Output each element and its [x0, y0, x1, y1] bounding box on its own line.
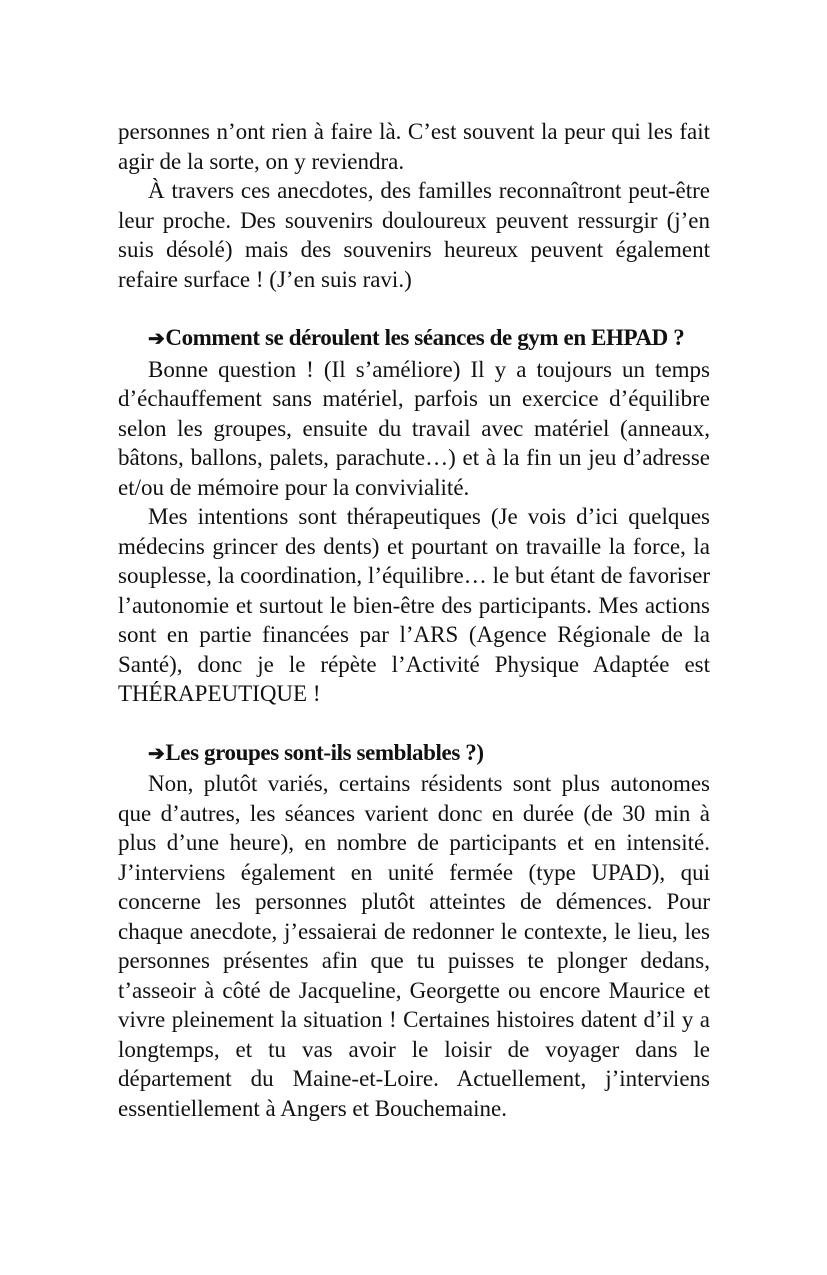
- arrow-right-icon: ➔: [148, 742, 165, 765]
- page-body: [118, 117, 710, 1123]
- arrow-right-icon: ➔: [148, 328, 165, 350]
- section-heading-text: Les groupes sont-ils semblables ?): [165, 739, 484, 765]
- section-heading: [118, 738, 710, 770]
- paragraph: Mes intentions sont thérapeutiques (Je vois d’ici quelques médecins grincer des dents) et pourtant on travaille la force, la souplesse, la coordination, l’équilibre… le but étant de favoriser l’autonomie et surtout le bien-être des participants. Mes actions sont en partie financées par l’ARS (Agence Régionale de la Santé), donc je le répète l’Activité Physique Adaptée est THÉRAPEUTIQUE !: [118, 504, 710, 706]
- paragraph: Bonne question ! (Il s’améliore) Il y a toujours un temps d’échauffement sans matériel, parfois un exercice d’équilibre selon les groupes, ensuite du travail avec matériel (anneaux, bâtons, ballons, palets, parachute…) et à la fin un jeu d’adresse et/ou de mémoire pour la convivialité.: [118, 356, 710, 500]
- paragraph: personnes n’ont rien à faire là. C’est souvent la peur qui les fait agir de la sorte, on y reviendra.: [118, 119, 710, 174]
- paragraph: À travers ces anecdotes, des familles reconnaîtront peut-être leur proche. Des souvenirs douloureux peuvent ressurgir (j’en suis désolé) mais des souvenirs heureux peuvent également refaire surface ! (J’en suis ravi.): [118, 178, 710, 292]
- section-heading-text: Comment se déroulent les séances de gym en EHPAD ?: [165, 325, 685, 350]
- paragraph: Non, plutôt variés, certains résidents sont plus autonomes que d’autres, les séances varient donc en durée (de 30 min à plus d’une heure), en nombre de participants et en intensité. J’interviens également en unité fermée (type UPAD), qui concerne les personnes plutôt atteintes de démences. Pour chaque anecdote, j’essaierai de redonner le contexte, le lieu, les personnes présentes afin que tu puisses te plonger dedans, t’asseoir à côté de Jacqueline, Georgette ou encore Maurice et vivre pleinement la situation ! Certaines histoires datent d’il y a longtemps, et tu vas avoir le loisir de voyager dans le département du Maine-et-Loire. Actuellement, j’interviens essentiellement à Angers et Bouchemaine.: [118, 771, 710, 1121]
- section-heading: [118, 323, 710, 355]
